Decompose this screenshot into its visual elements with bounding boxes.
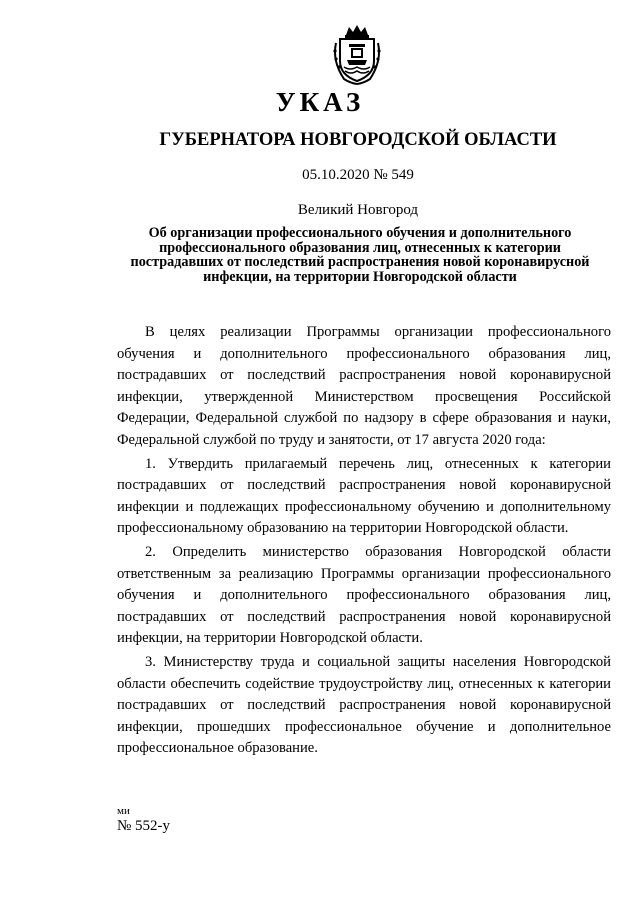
heading-line: Об организации профессионального обучения и дополнительного	[148, 225, 572, 241]
heading-line: пострадавших от последствий распространения новой коронавирусной	[130, 254, 590, 270]
clause-3-paragraph: 3. Министерству труда и социальной защиты населения Новгородской области обеспечить содействие трудоустройству лиц, отнесенных к категории пострадавших от последствий распространения новой коронавирусной инфекции, прошедших профессиональное обучение и дополнительное профессиональное образование.	[117, 653, 611, 757]
document-type-title: УКАЗ	[275, 87, 365, 117]
heading-line: инфекции, на территории Новгородской области	[203, 268, 517, 285]
decree-body	[117, 322, 611, 760]
clause-2-paragraph: 2. Определить министерство образования Новгородской области ответственным за реализацию Программы организации профессионального обучения и дополнительного профессионального образования лиц, пострадавших от последствий распространения новой коронавирусной инфекции, на территории Новгородской области.	[117, 543, 611, 647]
issuer-title: ГУБЕРНАТОРА НОВГОРОДСКОЙ ОБЛАСТИ	[159, 130, 557, 150]
coat-of-arms-icon	[330, 23, 384, 86]
place-of-issue: Великий Новгород	[297, 202, 419, 218]
decree-heading	[130, 226, 590, 284]
preamble-paragraph: В целях реализации Программы организации профессионального обучения и дополнительного профессионального образования лиц, пострадавших от последствий распространения новой коронавирусной инфекции, утвержденной Министерством просвещения Российской Федерации, Федеральной службой по надзору в сфере образования и науки, Федеральной службой по труду и занятости, от 17 августа 2020 года:	[117, 324, 611, 448]
date-and-number: 05.10.2020 № 549	[302, 167, 414, 183]
executor-initials: ми	[117, 805, 130, 817]
registration-footer	[117, 805, 170, 835]
registration-number: № 552-у	[117, 818, 171, 834]
clause-1-paragraph: 1. Утвердить прилагаемый перечень лиц, отнесенных к категории пострадавших от последствий распространения новой коронавирусной инфекции и подлежащих профессиональному обучению и дополнительному профессиональному образованию на территории Новгородской области.	[117, 455, 611, 537]
heading-line: профессионального образования лиц, отнесенных к категории	[159, 239, 561, 256]
